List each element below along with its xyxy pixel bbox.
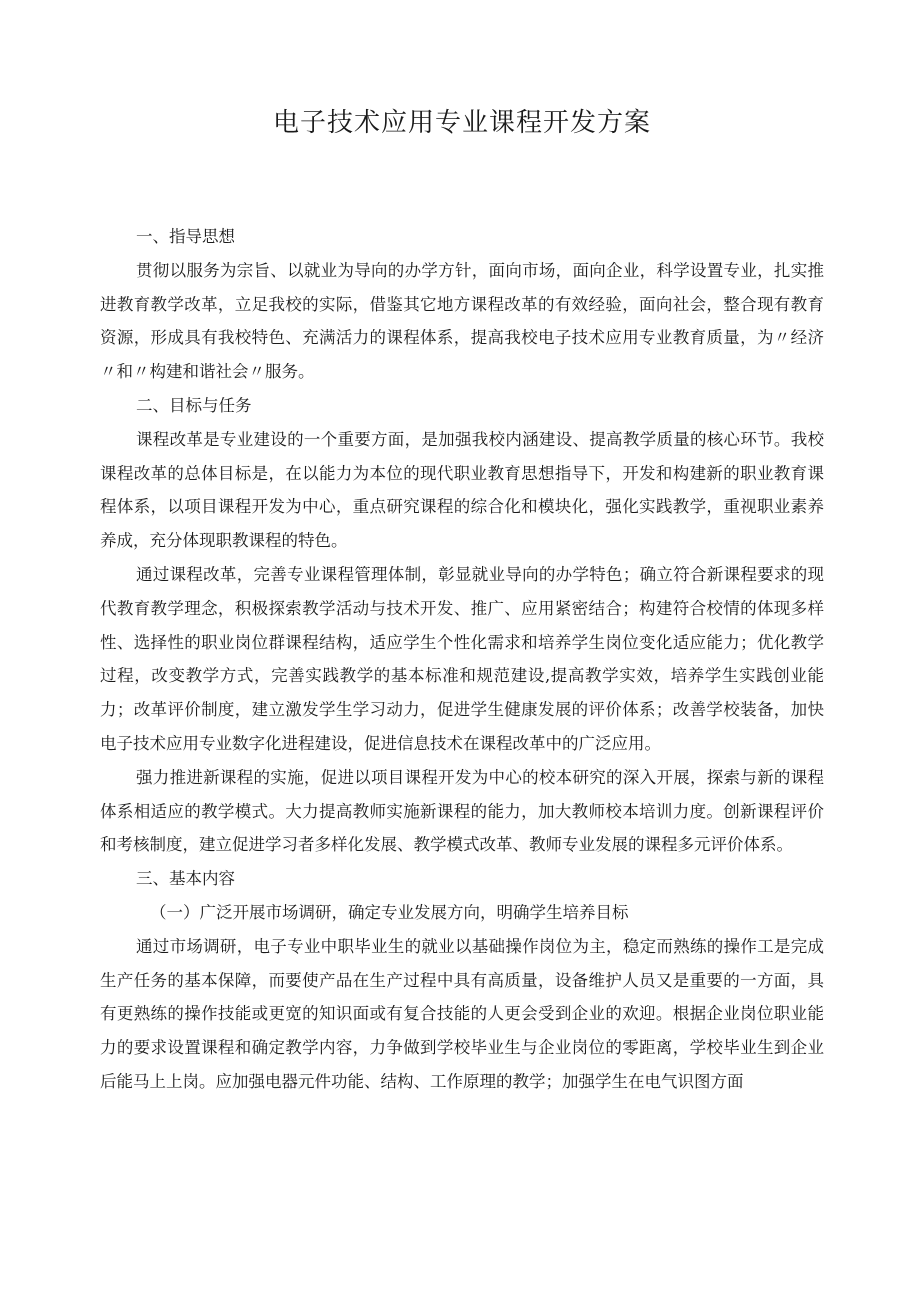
subsection-heading-market-research: （一）广泛开展市场调研，确定专业发展方向，明确学生培养目标	[150, 902, 629, 922]
paragraph: 通过市场调研，电子专业中职毕业生的就业以基础操作岗位为主，稳定而熟练的操作工是完成生产任务的基本保障，而要使产品在生产过程中具有高质量，设备维护人员又是重要的一方面，具有更熟练的操作技能或更宽的知识面或有复合技能的人更会受到企业的欢迎。根据企业岗位职业能力的要求设置课程和确定教学内容，力争做到学校毕业生与企业岗位的零距离，学校毕业生到企业后能马上上岗。应加强电器元件功能、结构、工作原理的教学；加强学生在电气识图方面	[100, 936, 824, 1091]
paragraph: 贯彻以服务为宗旨、以就业为导向的办学方针，面向市场，面向企业，科学设置专业，扎实推进教育教学改革，立足我校的实际，借鉴其它地方课程改革的有效经验，面向社会，整合现有教育资源，形成具有我校特色、充满活力的课程体系，提高我校电子技术应用专业教育质量，为〃经济〃和〃构建和谐社会〃服务。	[100, 260, 824, 382]
section-heading-guiding-ideology: 一、指导思想	[136, 227, 235, 246]
document-body	[100, 220, 824, 1099]
document-title: 电子技术应用专业课程开发方案	[272, 108, 651, 138]
paragraph: 强力推进新课程的实施，促进以项目课程开发为中心的校本研究的深入开展，探索与新的课程体系相适应的教学模式。大力提高教师实施新课程的能力，加大教师校本培训力度。创新课程评价和考核制度，建立促进学习者多样化发展、教学模式改革、教师专业发展的课程多元评价体系。	[100, 767, 824, 855]
paragraph: 课程改革是专业建设的一个重要方面，是加强我校内涵建设、提高教学质量的核心环节。我校课程改革的总体目标是，在以能力为本位的现代职业教育思想指导下，开发和构建新的职业教育课程体系，以项目课程开发为中心，重点研究课程的综合化和模块化，强化实践教学，重视职业素养养成，充分体现职教课程的特色。	[100, 429, 824, 551]
paragraph: 通过课程改革，完善专业课程管理体制，彰显就业导向的办学特色；确立符合新课程要求的现代教育教学理念，积极探索教学活动与技术开发、推广、应用紧密结合；构建符合校情的体现多样性、选择性的职业岗位群课程结构，适应学生个性化需求和培养学生岗位变化适应能力；优化教学过程，改变教学方式，完善实践教学的基本标准和规范建设,提高教学实效，培养学生实践创业能力；改革评价制度，建立激发学生学习动力，促进学生健康发展的评价体系；改善学校装备，加快电子技术应用专业数字化进程建设，促进信息技术在课程改革中的广泛应用。	[100, 564, 824, 753]
section-heading-goals-and-tasks: 二、目标与任务	[136, 395, 252, 415]
section-heading-basic-content: 三、基本内容	[136, 869, 235, 889]
